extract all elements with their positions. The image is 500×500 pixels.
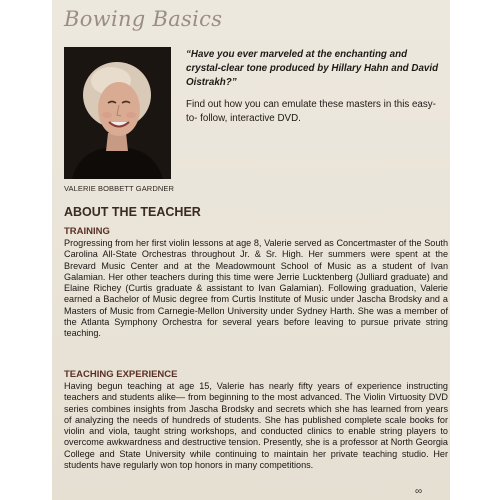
intro-quote: “Have you ever marveled at the enchanting and crystal-clear tone produced by Hillary Hahn and David Oistrakh?”: [186, 49, 439, 88]
portrait-illustration: [64, 47, 171, 179]
page-title: Bowing Basics: [64, 7, 223, 31]
training-paragraph: Progressing from her first violin lessons at age 8, Valerie served as Concertmaster of the South Carolina All-State Orchestras throughout Jr. & Sr. High. Her summers were spent at the Brevard Music Center and at the Meadowmount School of Music as a student of Ivan Galamian. Her other teachers during this time were Jerrie Lucktenberg (Julliard graduate) and Elaine Richey (Curtis graduate & assistant to Ivan Galamian). Following graduation, Valerie earned a Bachelor of Music degree from Curtis Institute of Music under Jascha Brodsky and a Masters of Music from Carnegie-Mellon University under Sydney Harth. She was a member of the Atlanta Symphony Orchestra for several years before leaving to pursue private string teaching.: [64, 238, 448, 339]
brochure-page: [52, 0, 450, 500]
training-heading: TRAINING: [64, 226, 110, 237]
intro-pitch: Find out how you can emulate these masters in this easy-to- follow, interactive DVD.: [186, 99, 436, 124]
teacher-portrait: [64, 47, 171, 179]
end-ornament-icon: ∞: [415, 486, 423, 497]
teaching-heading: TEACHING EXPERIENCE: [64, 369, 178, 380]
teaching-paragraph: Having begun teaching at age 15, Valerie has nearly fifty years of experience instructing teachers and students alike— from beginning to the most advanced. The Violin Virtuosity DVD series combines insights from Jascha Brodsky and secrets which she has learned from years of analyzing the needs of hundreds of students. She has published complete scale books for violin and viola, taught string workshops, and conducted clinics to enable string players to overcome awkwardness and destructive tension. Presently, she is a professor at North Georgia College and State University while continuing to maintain her private teaching studio. Her students have regularly won top honors in many competitions.: [64, 381, 448, 471]
section-heading: ABOUT THE TEACHER: [64, 205, 201, 219]
portrait-caption: VALERIE BOBBETT GARDNER: [64, 184, 174, 193]
